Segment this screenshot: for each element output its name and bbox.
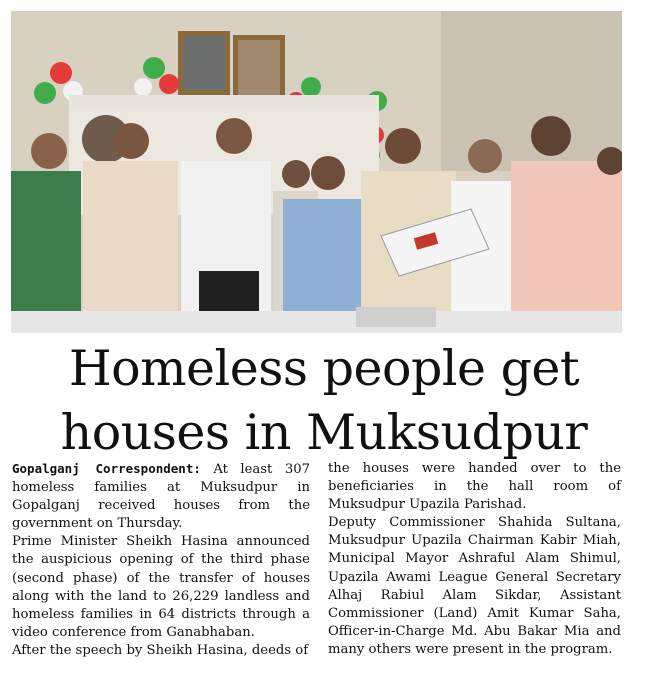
article-paragraph-3-end: the houses were handed over to the beneficiaries in the hall room of Muksudpur Upazila Parishad. — [328, 461, 621, 513]
byline: Gopalganj Correspondent: — [12, 461, 201, 476]
headline-line-2: houses in Muksudpur — [60, 404, 588, 461]
news-photo — [11, 11, 622, 333]
headline-line-1: Homeless people get — [68, 340, 580, 397]
article-column-right — [328, 460, 621, 659]
article-paragraph-3-start: After the speech by Sheikh Hasina, deeds of — [12, 642, 309, 658]
lead-text: At least 307 homeless families at Muksudpur in Gopalganj received houses from the government on Thursday. — [12, 462, 310, 532]
article-paragraph-4: Deputy Commissioner Shahida Sultana, Muksudpur Upazila Chairman Kabir Miah, Municipal Mayor Ashraful Alam Shimul, Upazila Awami League General Secretary Alhaj Rabiul Alam Sikdar, Assistant Commissioner (Land) Amit Kumar Saha, Officer-in-Charge Md. Abu Bakar Mia and many others were present in the program. — [328, 515, 621, 657]
headline — [0, 337, 648, 465]
article-column-left — [12, 460, 310, 660]
article-paragraph-2: Prime Minister Sheikh Hasina announced the auspicious opening of the third phase (second phase) of the transfer of houses along with the land to 26,229 landless and homeless families in 64 districts through a video conference from Ganabhaban. — [12, 534, 310, 640]
article-lead — [12, 460, 310, 533]
